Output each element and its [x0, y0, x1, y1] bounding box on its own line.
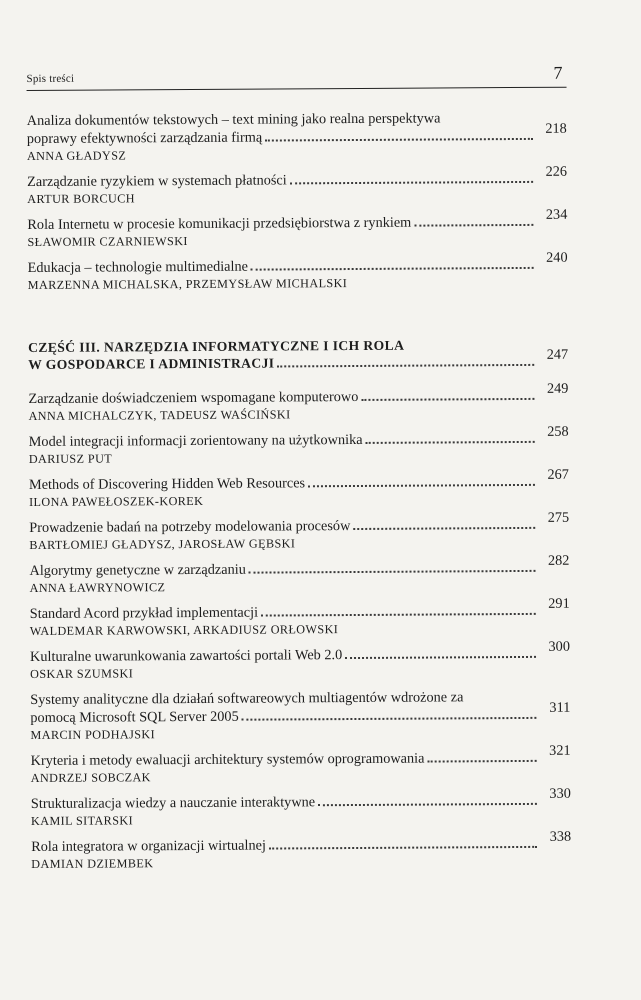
entry-page-number: 300: [548, 638, 571, 655]
entry-page-number: 240: [546, 249, 568, 266]
entry-title: Rola Internetu w procesie komunikacji przedsiębiorstwa z rynkiem: [27, 214, 412, 233]
entry-authors: ANDRZEJ SOBCZAK: [30, 770, 151, 785]
toc-entry: [29, 552, 570, 596]
entry-authors: WALDEMAR KARWOWSKI, ARKADIUSZ ORŁOWSKI: [29, 622, 339, 638]
dot-leader: [427, 760, 536, 763]
running-title: Spis treści: [26, 72, 75, 85]
entry-page-number: 249: [546, 380, 569, 397]
dot-leader: [353, 527, 535, 530]
entry-page-number: 330: [549, 785, 571, 802]
toc-entry: [27, 249, 568, 293]
entry-authors: ARTUR BORCUCH: [27, 191, 136, 206]
dot-leader: [366, 441, 535, 444]
toc-entry: [28, 380, 569, 424]
entry-title: poprawy efektywności zarządzania firmą: [26, 129, 263, 147]
entry-page-number: 311: [549, 699, 571, 716]
dot-leader: [277, 364, 534, 368]
entry-title-line: Analiza dokumentów tekstowych – text mining jako realna perspektywa: [26, 110, 441, 129]
toc-entry: [31, 828, 572, 872]
entry-authors: ILONA PAWEŁOSZEK-KOREK: [29, 493, 204, 509]
entry-title: Model integracji informacji zorientowany na użytkownika: [28, 431, 363, 450]
dot-leader: [308, 484, 535, 487]
dot-leader: [290, 181, 533, 184]
entry-authors: OSKAR SZUMSKI: [30, 666, 134, 681]
dot-leader: [345, 656, 536, 659]
entry-title: Rola integratora w organizacji wirtualnej: [31, 837, 266, 855]
entry-authors: BARTŁOMIEJ GŁADYSZ, JAROSŁAW GĘBSKI: [29, 536, 296, 552]
entry-page-number: 267: [547, 466, 569, 483]
entry-page-number: 234: [545, 206, 568, 223]
dot-leader: [414, 224, 533, 227]
toc-entry: [30, 785, 571, 829]
entry-title-line: Systemy analityczne dla działań softwareowych multiagentów wdrożone za: [30, 689, 464, 708]
entry-title: Kryteria i metody ewaluacji architektury systemów oprogramowania: [30, 750, 425, 769]
dot-leader: [269, 846, 537, 850]
entry-title: Algorytmy genetyczne w zarządzaniu: [29, 561, 246, 579]
dot-leader: [251, 267, 534, 271]
toc-entry: [30, 742, 571, 786]
toc-entry: [29, 509, 570, 553]
page-number: 7: [553, 62, 563, 83]
entry-page-number: 258: [547, 423, 569, 440]
entry-title: Zarządzanie ryzykiem w systemach płatności: [27, 172, 287, 190]
entry-authors: ANNA GŁADYSZ: [26, 148, 127, 163]
entry-title: Edukacja – technologie multimedialne: [27, 258, 249, 276]
running-header: [26, 62, 566, 91]
entry-authors: MARZENNA MICHALSKA, PRZEMYSŁAW MICHALSKI: [27, 276, 348, 292]
toc-bottom-list: [28, 380, 572, 872]
entry-authors: ANNA ŁAWRYNOWICZ: [29, 580, 166, 595]
dot-leader: [249, 570, 536, 574]
entry-title: Methods of Discovering Hidden Web Resources: [28, 475, 306, 493]
part-title-line: CZĘŚĆ III. NARZĘDZIA INFORMATYCZNE I ICH ROLA: [28, 337, 405, 355]
toc-entry: [30, 688, 570, 743]
table-of-contents: [27, 109, 572, 881]
entry-authors: MARCIN PODHAJSKI: [30, 727, 156, 742]
entry-page-number: 218: [545, 120, 567, 137]
toc-entry: [27, 206, 568, 250]
toc-top-list: [27, 109, 568, 293]
entry-page-number: 291: [548, 595, 570, 612]
entry-authors: ANNA MICHALCZYK, TADEUSZ WAŚCIŃSKI: [28, 407, 291, 423]
entry-page-number: 282: [547, 552, 570, 569]
entry-page-number: 321: [549, 742, 571, 759]
dot-leader: [242, 717, 537, 721]
entry-page-number: 226: [545, 163, 568, 180]
entry-page-number: 275: [547, 509, 570, 526]
entry-title: Standard Acord przykład implementacji: [29, 604, 259, 622]
entry-authors: KAMIL SITARSKI: [30, 813, 134, 828]
part-title-text: W GOSPODARCE I ADMINISTRACJI: [28, 355, 275, 372]
entry-authors: DARIUSZ PUT: [28, 451, 113, 466]
toc-entry: [29, 638, 571, 682]
toc-entry: [28, 423, 569, 467]
entry-title: Strukturalizacja wiedzy a nauczanie interaktywne: [30, 794, 316, 812]
part-heading: [28, 336, 568, 374]
dot-leader: [318, 803, 537, 806]
entry-page-number: 338: [549, 828, 572, 845]
part-page-number: 247: [546, 346, 569, 363]
dot-leader: [265, 138, 533, 142]
dot-leader: [261, 613, 536, 617]
entry-title: Prowadzenie badań na potrzeby modelowania procesów: [29, 518, 351, 536]
dot-leader: [361, 398, 534, 401]
page: [26, 0, 572, 1000]
toc-entry: [29, 595, 570, 639]
toc-entry: [27, 163, 568, 207]
toc-entry: [27, 109, 567, 164]
entry-title: Zarządzanie doświadczeniem wspomagane komputerowo: [28, 388, 359, 407]
entry-authors: DAMIAN DZIEMBEK: [31, 856, 154, 871]
toc-entry: [28, 466, 569, 510]
entry-authors: SŁAWOMIR CZARNIEWSKI: [27, 234, 188, 249]
entry-title: pomocą Microsoft SQL Server 2005: [30, 708, 239, 726]
entry-title: Kulturalne uwarunkowania zawartości portali Web 2.0: [29, 647, 343, 665]
